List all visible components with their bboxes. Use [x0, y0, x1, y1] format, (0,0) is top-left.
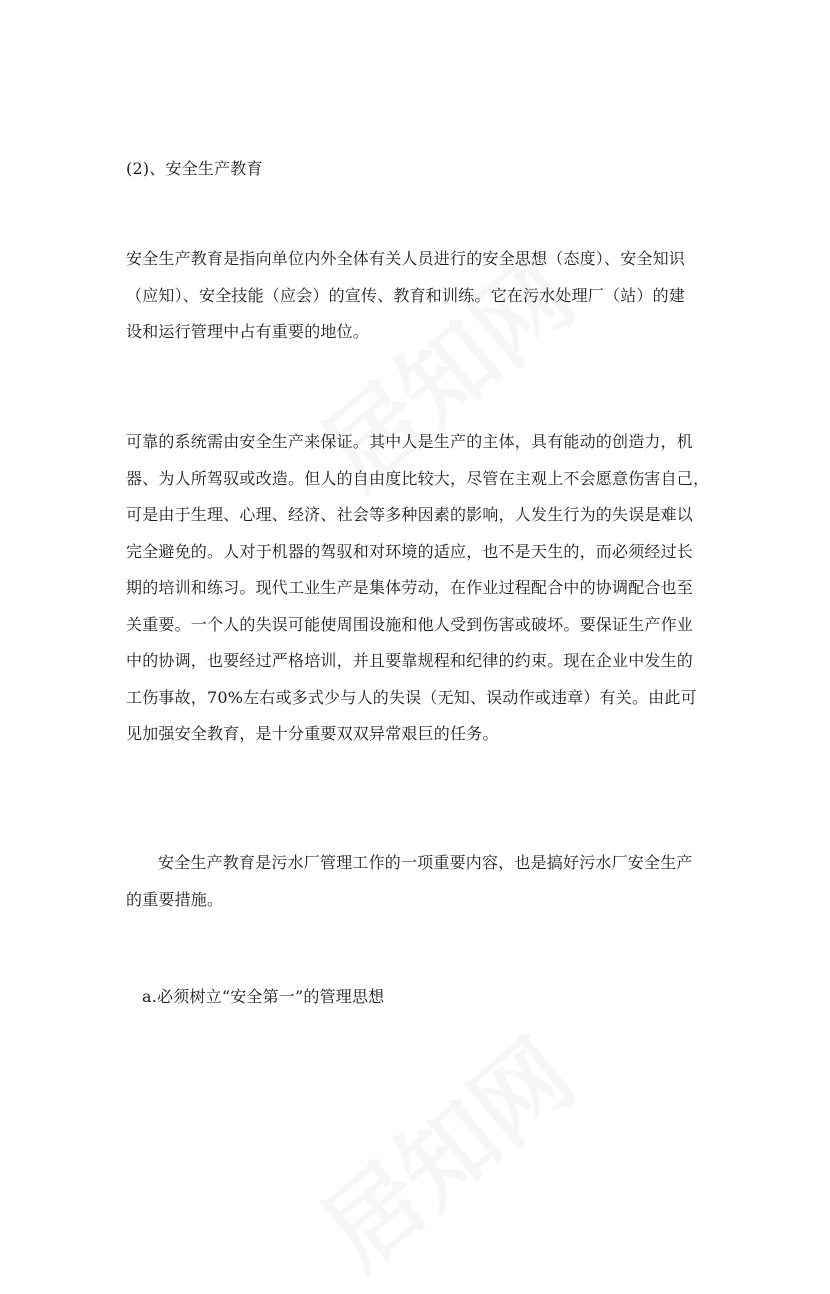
paragraph-line: 可靠的系统需由安全生产来保证。其中人是生产的主体，具有能动的创造力，机	[126, 432, 694, 451]
watermark	[290, 1003, 599, 1293]
paragraph-line: 安全生产教育是污水厂管理工作的一项重要内容，也是搞好污水厂安全生产	[158, 853, 693, 872]
paragraph-line: 的重要措施。	[126, 889, 224, 909]
paragraph-line: （应知）、安全技能（应会）的宣传、教育和训练。它在污水处理厂（站）的建	[126, 285, 686, 305]
paragraph-line: 设和运行管理中占有重要的地位。	[126, 322, 370, 341]
paragraph-line: 见加强安全教育，是十分重要双双异常艰巨的任务。	[126, 724, 499, 743]
paragraph-line: 完全避免的。人对于机器的驾驭和对环境的适应，也不是天生的，而必须经过长	[126, 541, 694, 561]
paragraph-importance	[126, 845, 706, 918]
paragraph-reliability	[126, 424, 710, 753]
list-item-a: a.必须树立“安全第一”的管理思想	[142, 987, 385, 1006]
paragraph-line: 安全生产教育是指向单位内外全体有关人员进行的安全思想（态度）、安全知识	[126, 249, 686, 268]
paragraph-line: 关重要。一个人的失误可能使周围设施和他人受到伤害或破坏。要保证生产作业	[126, 614, 694, 634]
paragraph-line: 期的培训和练习。现代工业生产是集体劳动，在作业过程配合中的协调配合也至	[126, 578, 694, 597]
paragraph-definition	[126, 241, 706, 351]
paragraph-line: 工伤事故，70%左右或多式少与人的失误（无知、误动作或违章）有关。由此可	[126, 687, 697, 707]
section-heading: (2)、安全生产教育	[126, 159, 263, 178]
paragraph-line: 器、为人所驾驭或改造。但人的自由度比较大，尽管在主观上不会愿意伤害自己，	[126, 468, 710, 488]
paragraph-line: 可是由于生理、心理、经济、社会等多种因素的影响，人发生行为的失误是难以	[126, 505, 694, 524]
paragraph-line: 中的协调，也要经过严格培训，并且要靠规程和纪律的约束。现在企业中发生的	[126, 651, 694, 670]
